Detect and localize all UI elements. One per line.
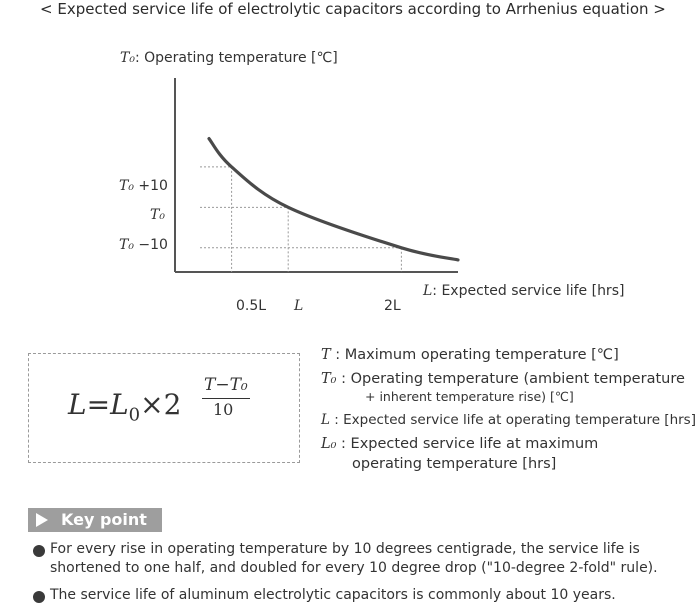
formula-times: ×2 [140,388,182,421]
bullet-icon [33,591,45,603]
y-tick-minus10 [119,237,168,253]
x-axis-symbol: L [423,283,433,299]
legend-text: : Expected service life at maximum [336,436,599,452]
guide-lines [200,167,401,272]
key-point-bullet-1-line-2: shortened to one half, and doubled for every 10 degree drop ("10-degree 2-fold" rule). [50,560,658,576]
formula-fraction-bar [202,398,250,399]
y-axis-text: : Operating temperature [℃] [134,50,338,66]
y-tick-symbol: T₀ [119,178,134,194]
y-axis-symbol: T₀ [120,50,135,66]
formula-exponent-numerator: T−T₀ [204,375,248,395]
formula-l0-sub: 0 [128,404,141,426]
legend-item-t0 [321,371,685,387]
formula-l0: L [110,388,129,421]
y-tick-suffix: +10 [133,178,168,194]
legend-item-t [321,347,619,363]
formula [68,388,181,426]
y-tick-plus10 [119,178,168,194]
legend-item-l [321,412,696,428]
legend-item-t0-cont: + inherent temperature rise) [℃] [365,389,574,404]
legend-symbol: L [321,412,330,428]
legend-item-l0-cont: operating temperature [hrs] [352,456,557,472]
key-point-label: Key point [61,510,147,529]
legend-item-l0 [321,436,598,452]
formula-lhs: L [68,388,87,421]
y-tick-zero [150,207,165,223]
y-tick-symbol: T₀ [150,207,165,223]
formula-eq: = [86,388,111,421]
key-point-bullet-1-line-1: For every rise in operating temperature by 10 degrees centigrade, the service life is [50,541,640,557]
legend-text: : Maximum operating temperature [℃] [330,347,619,363]
x-tick-half-l: 0.5L [236,298,267,314]
legend-symbol: L₀ [321,436,337,452]
legend-text: : Expected service life at operating temperature [hrs] [329,412,696,428]
bullet-icon [33,545,45,557]
formula-exponent-denominator: 10 [213,400,234,419]
x-axis-text: : Expected service life [hrs] [432,283,625,299]
life-curve [209,139,458,260]
play-arrow-icon [36,513,48,527]
legend-symbol: T₀ [321,371,337,387]
key-point-banner [28,508,162,532]
x-axis-label [423,283,624,299]
figure-title: < Expected service life of electrolytic capacitors according to Arrhenius equation > [40,0,666,18]
legend-text: : Operating temperature (ambient temperature [336,371,685,387]
x-tick-l: L [294,298,304,314]
legend-symbol: T [321,347,331,363]
y-tick-symbol: T₀ [119,237,134,253]
y-tick-suffix: −10 [133,237,168,253]
key-point-bullet-2-line-1: The service life of aluminum electrolytic capacitors is commonly about 10 years. [50,587,616,603]
x-tick-2l: 2L [384,298,401,314]
